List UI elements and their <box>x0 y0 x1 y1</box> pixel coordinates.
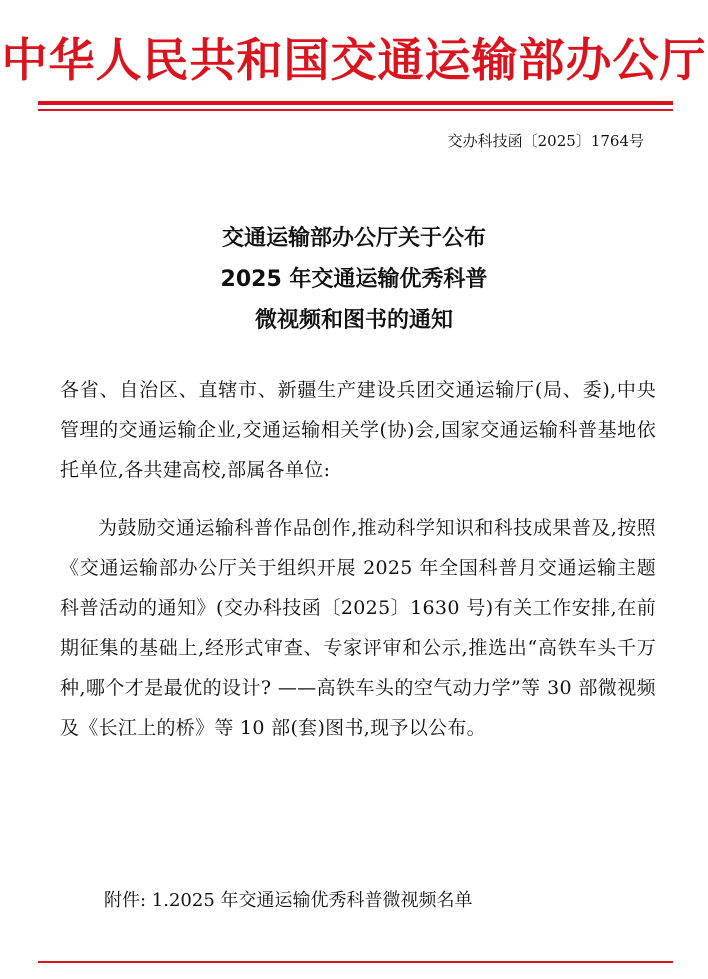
title-line-2: 2025 年交通运输优秀科普 <box>220 267 488 292</box>
bottom-rule <box>38 961 673 963</box>
letterhead-title: 中华人民共和国交通运输部办公厅 <box>1 33 707 87</box>
recipients-paragraph: 各省、自治区、直辖市、新疆生产建设兵团交通运输厅(局、委),中央管理的交通运输企业,交通运输相关学(协)会,国家交通运输科普基地依托单位,各共建高校,部属各单位: <box>60 379 656 481</box>
title-line-3: 微视频和图书的通知 <box>254 308 453 333</box>
title-line-1: 交通运输部办公厅关于公布 <box>221 226 486 251</box>
document-number: 交办科技函〔2025〕1764号 <box>447 132 644 150</box>
attachment-line: 附件: 1.2025 年交通运输优秀科普微视频名单 <box>104 890 473 911</box>
letterhead-rule-thin <box>38 109 673 111</box>
document-title <box>0 218 708 341</box>
letterhead-rule-thick <box>38 101 673 105</box>
body-paragraph: 为鼓励交通运输科普作品创作,推动科学知识和科技成果普及,按照《交通运输部办公厅关于组织开展 2025 年全国科普月交通运输主题科普活动的通知》(交办科技函〔2025〕1630 号)有关工作安排,在前期征集的基础上,经形式审查、专家评审和公示,推选出“高铁车头千万种,哪个才是最优的设计? ——高铁车头的空气动力学”等 30 部微视频及《长江上的桥》等 10 部(套)图书,现予以公布。 <box>60 517 656 739</box>
